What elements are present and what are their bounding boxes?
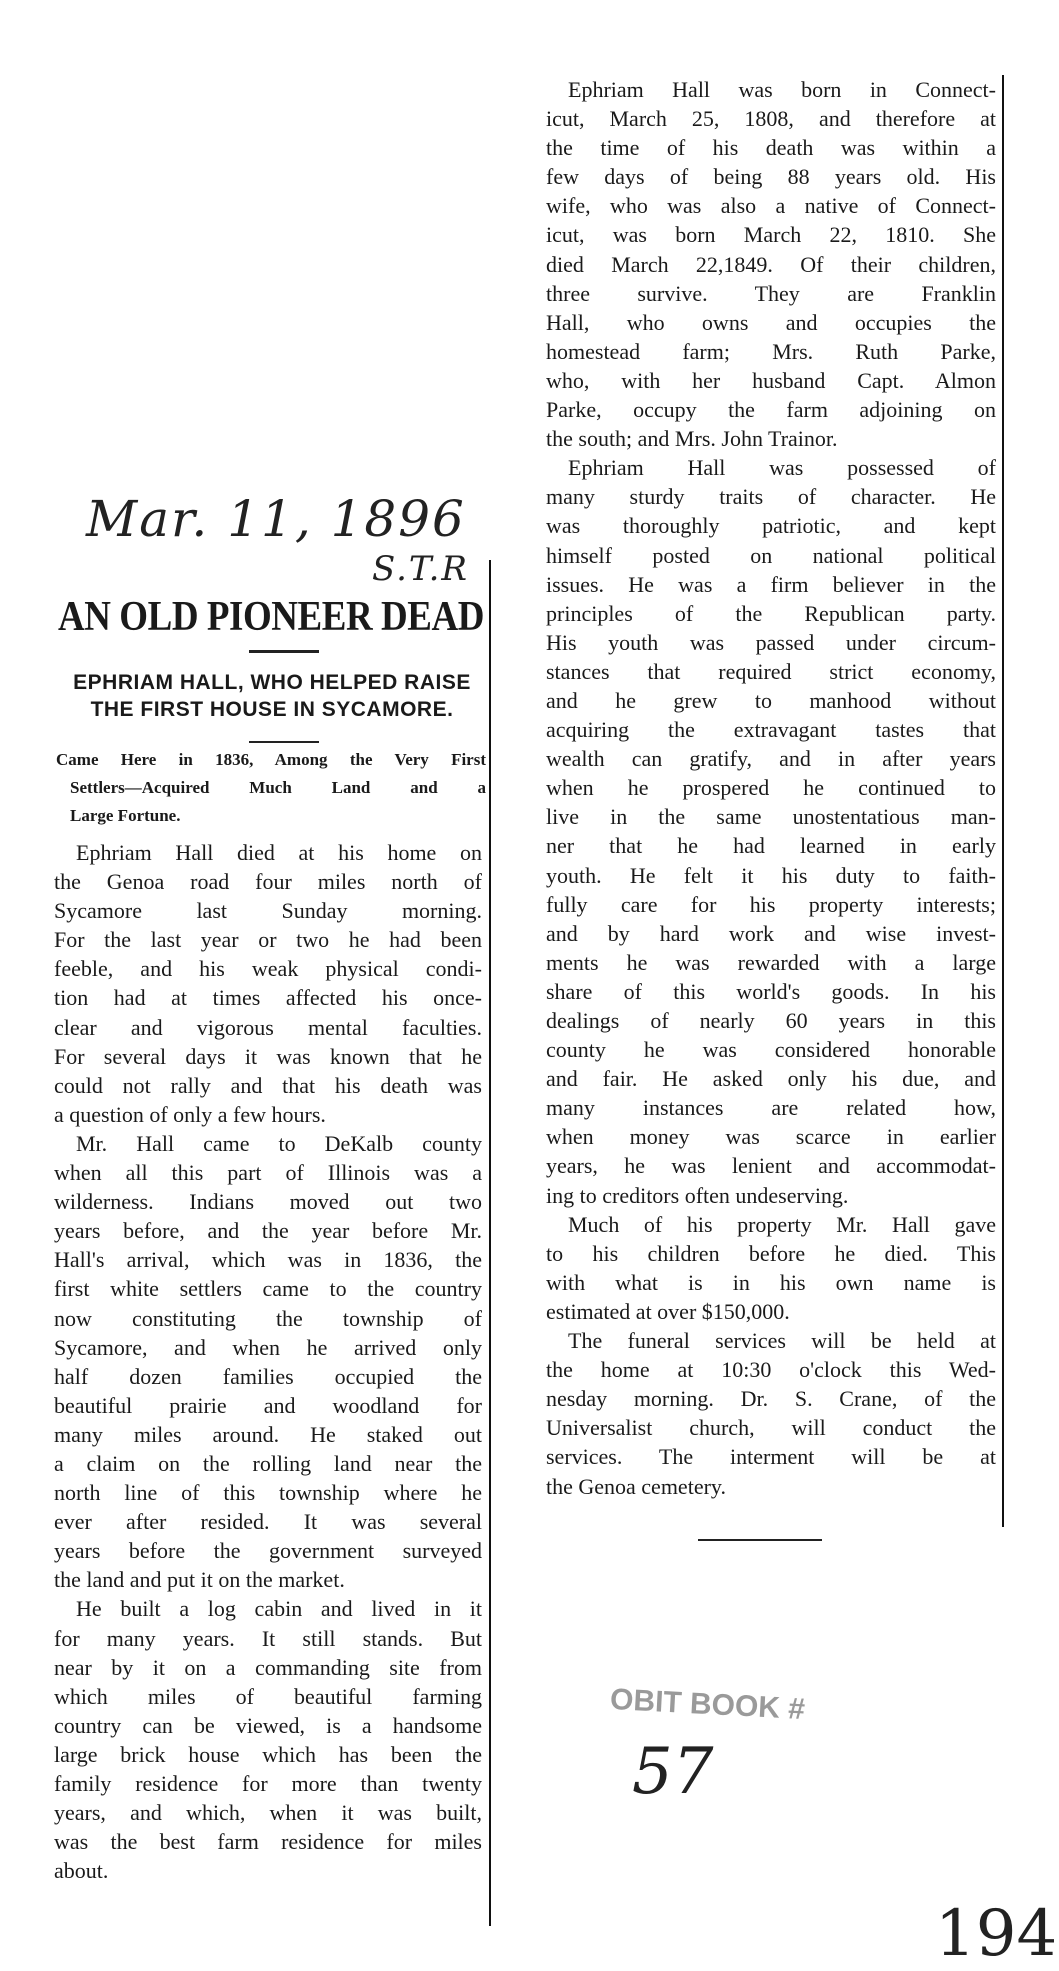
text-line: Ephriam Hall was possessed of (568, 455, 996, 481)
paragraph (54, 838, 482, 1129)
text-line: Hall's arrival, which was in 1836, the (54, 1247, 482, 1273)
text-line: a claim on the rolling land near the (54, 1450, 482, 1476)
deck-line-3: Large Fortune. (70, 806, 181, 825)
text-line: dealings of nearly 60 years in this (546, 1008, 996, 1033)
text-line: years before the government surveyed (54, 1538, 482, 1564)
text-line: feeble, and his weak physical condi- (54, 956, 482, 982)
text-line: beautiful prairie and woodland for (54, 1392, 482, 1418)
text-line: Sycamore last Sunday morning. (54, 898, 482, 924)
text-line: clear and vigorous mental faculties. (54, 1014, 482, 1040)
text-line: north line of this township where he (54, 1480, 482, 1506)
headline: AN OLD PIONEER DEAD (58, 594, 484, 640)
text-line: years before, and the year before Mr. (54, 1218, 482, 1244)
text-line: when money was scarce in earlier (546, 1124, 996, 1150)
text-line: the Genoa road four miles north of (54, 869, 482, 895)
text-line: and by hard work and wise invest- (546, 920, 996, 946)
paragraph (54, 1129, 482, 1595)
text-line: He built a log cabin and lived in it (76, 1596, 482, 1622)
text-line: Universalist church, will conduct the (546, 1415, 996, 1441)
text-line: nesday morning. Dr. S. Crane, of the (546, 1386, 996, 1412)
text-line: was the best farm residence for miles (54, 1829, 482, 1855)
text-line: many miles around. He staked out (54, 1421, 482, 1447)
text-line: For several days it was known that he (54, 1043, 482, 1069)
text-line: and fair. He asked only his due, and (546, 1066, 996, 1092)
text-line: the Genoa cemetery. (546, 1473, 726, 1499)
divider (249, 650, 319, 653)
text-line: when all this part of Illinois was a (54, 1160, 482, 1186)
text-line: himself posted on national political (546, 542, 996, 568)
text-line: could not rally and that his death was (54, 1072, 482, 1098)
text-line: when he prospered he continued to (546, 775, 996, 801)
deck-line-1: Came Here in 1836, Among the Very First (56, 750, 486, 769)
text-line: homestead farm; Mrs. Ruth Parke, (546, 338, 996, 364)
text-line: near by it on a commanding site from (54, 1654, 482, 1680)
text-line: Ephriam Hall was born in Connect- (568, 77, 996, 102)
text-line: services. The interment will be at (546, 1444, 996, 1470)
text-line: Mr. Hall came to DeKalb county (76, 1130, 482, 1156)
paragraph (546, 453, 996, 1209)
text-line: ner that he had learned in early (546, 833, 996, 859)
text-line: wilderness. Indians moved out two (54, 1189, 482, 1215)
text-line: the home at 10:30 o'clock this Wed- (546, 1357, 996, 1383)
column-divider (489, 560, 491, 1926)
text-line: ments he was rewarded with a large (546, 949, 996, 975)
text-line: icut, March 25, 1808, and therefore at (546, 106, 996, 132)
text-line: the time of his death was within a (546, 135, 996, 161)
text-line: live in the same unostentatious man- (546, 804, 996, 830)
text-line: a question of only a few hours. (54, 1101, 326, 1127)
divider (249, 741, 319, 743)
column-divider (1002, 75, 1004, 1527)
text-line: For the last year or two he had been (54, 927, 482, 953)
text-line: wealth can gratify, and in after years (546, 746, 996, 772)
text-line: fully care for his property interests; (546, 891, 996, 917)
text-line: country can be viewed, is a handsome (54, 1712, 482, 1738)
text-line: half dozen families occupied the (54, 1363, 482, 1389)
handwritten-book-number: 57 (632, 1735, 714, 1809)
text-line: Parke, occupy the farm adjoining on (546, 397, 996, 423)
text-line: and he grew to manhood without (546, 687, 996, 713)
text-line: acquiring the extravagant tastes that (546, 717, 996, 743)
text-line: years, and which, when it was built, (54, 1800, 482, 1826)
text-line: who, with her husband Capt. Almon (546, 367, 996, 393)
text-line: Sycamore, and when he arrived only (54, 1334, 482, 1360)
handwritten-page-number: 194 (935, 1897, 1058, 1971)
paragraph (54, 1594, 482, 1885)
text-line: Hall, who owns and occupies the (546, 309, 996, 335)
text-line: few days of being 88 years old. His (546, 164, 996, 190)
text-line: share of this world's goods. In his (546, 978, 996, 1004)
text-line: His youth was passed under circum- (546, 629, 996, 655)
text-line: Much of his property Mr. Hall gave (568, 1211, 996, 1237)
text-line: tion had at times affected his once- (54, 985, 482, 1011)
text-line: large brick house which has been the (54, 1741, 482, 1767)
text-line: with what is in his own name is (546, 1269, 996, 1295)
text-line: icut, was born March 22, 1810. She (546, 222, 996, 248)
text-line: wife, who was also a native of Connect- (546, 193, 996, 219)
text-line: ing to creditors often undeserving. (546, 1182, 849, 1208)
text-line: estimated at over $150,000. (546, 1298, 790, 1324)
text-line: three survive. They are Franklin (546, 280, 996, 306)
text-line: the south; and Mrs. John Trainor. (546, 426, 838, 452)
subhead-line-1: EPHRIAM HALL, WHO HELPED RAISE (73, 671, 471, 694)
text-line: died March 22,1849. Of their children, (546, 251, 996, 277)
left-column (54, 838, 482, 1885)
text-line: first white settlers came to the country (54, 1276, 482, 1302)
subhead-line-2: THE FIRST HOUSE IN SYCAMORE. (90, 698, 454, 721)
text-line: Ephriam Hall died at his home on (76, 840, 482, 865)
text-line: about. (54, 1858, 109, 1884)
handwritten-initials: S.T.R (372, 549, 469, 589)
paragraph (546, 1210, 996, 1326)
text-line: stances that required strict economy, (546, 658, 996, 684)
text-line: the land and put it on the market. (54, 1567, 345, 1593)
text-line: ever after resided. It was several (54, 1509, 482, 1535)
deck-line-2: Settlers—Acquired Much Land and a (70, 778, 486, 797)
text-line: was thoroughly patriotic, and kept (546, 513, 996, 539)
text-line: many sturdy traits of character. He (546, 484, 996, 510)
text-line: family residence for more than twenty (54, 1771, 482, 1796)
text-line: issues. He was a firm believer in the (546, 571, 996, 597)
text-line: now constituting the township of (54, 1305, 482, 1331)
right-column (546, 75, 996, 1501)
obit-book-stamp: OBIT BOOK # (609, 1682, 806, 1727)
text-line: county he was considered honorable (546, 1037, 996, 1063)
paragraph (546, 75, 996, 453)
text-line: youth. He felt it his duty to faith- (546, 862, 996, 888)
end-rule (698, 1539, 822, 1541)
text-line: The funeral services will be held at (568, 1328, 996, 1354)
text-line: years, he was lenient and accommodat- (546, 1153, 996, 1179)
text-line: for many years. It still stands. But (54, 1625, 482, 1651)
text-line: to his children before he died. This (546, 1240, 996, 1266)
paragraph (546, 1326, 996, 1501)
text-line: principles of the Republican party. (546, 600, 996, 626)
handwritten-date: Mar. 11, 1896 (86, 490, 466, 548)
text-line: which miles of beautiful farming (54, 1683, 482, 1709)
text-line: many instances are related how, (546, 1095, 996, 1121)
